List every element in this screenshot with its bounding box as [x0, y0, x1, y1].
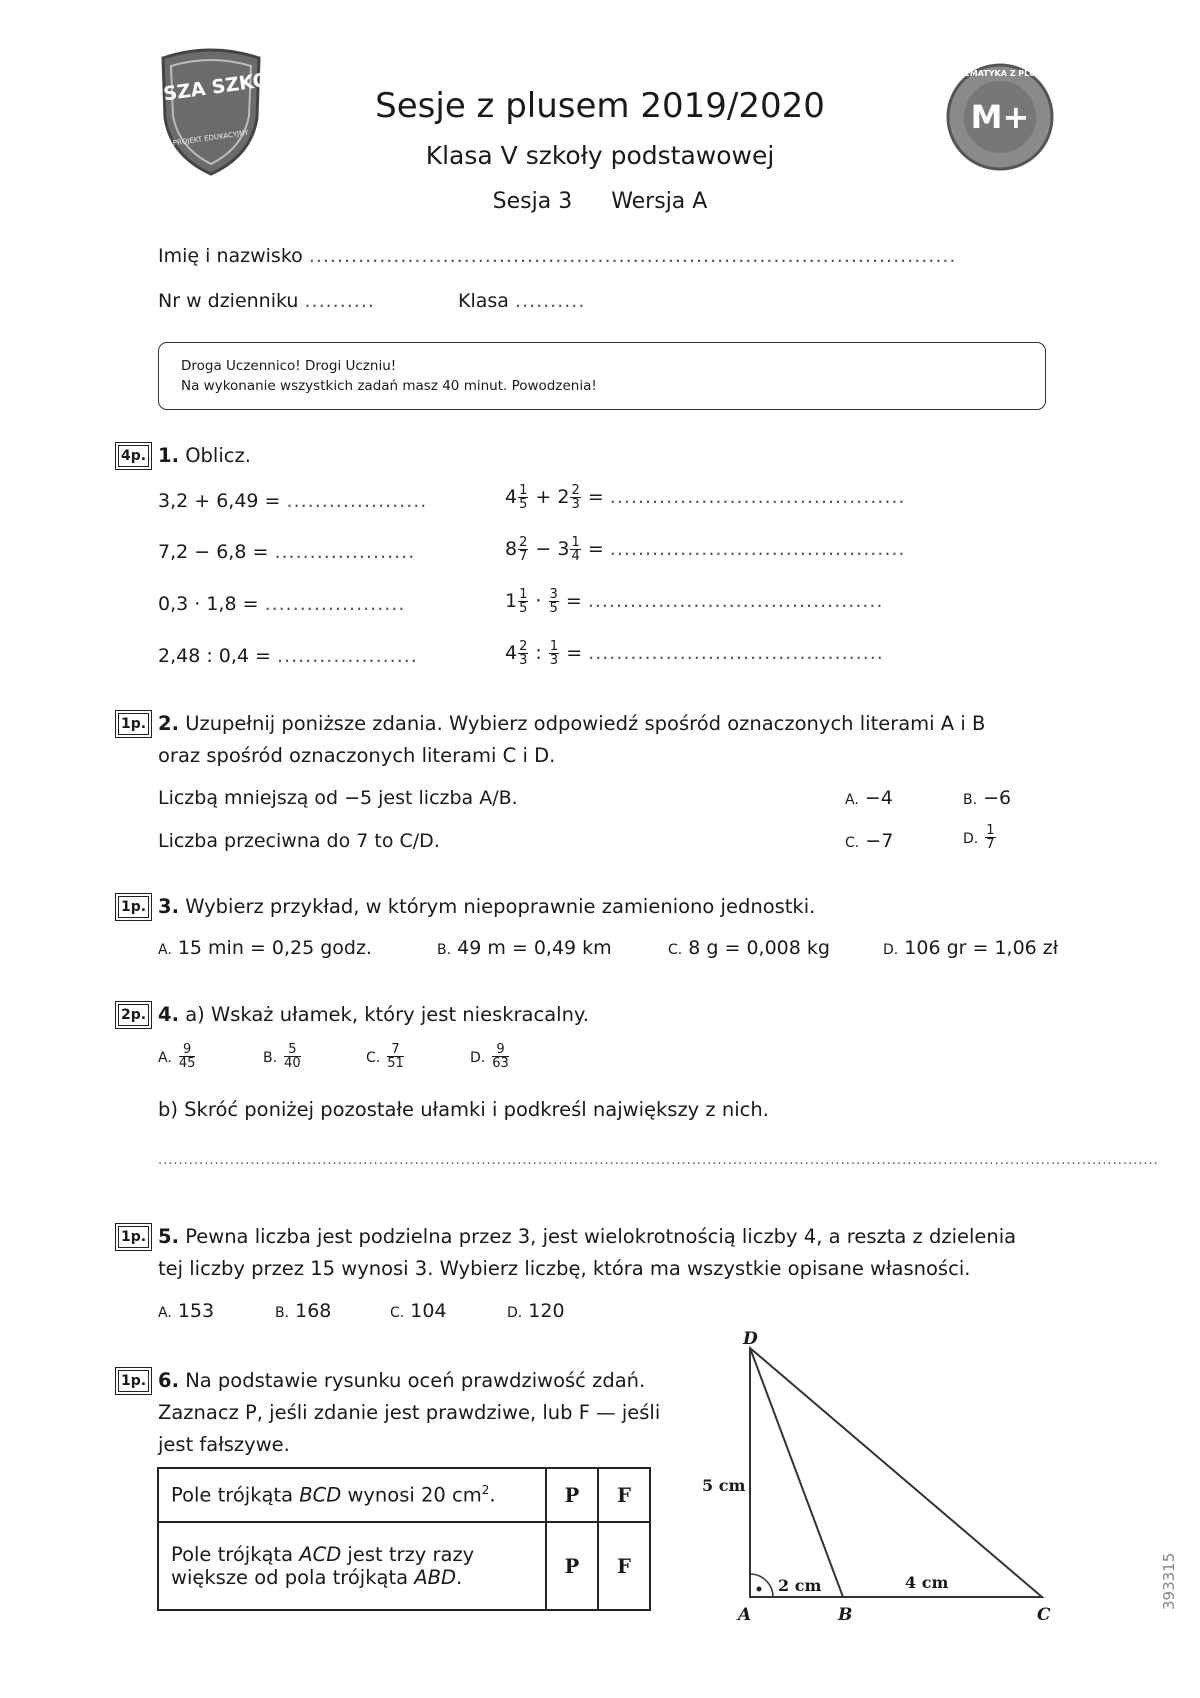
fraction: $\frac{9}{63}$ — [492, 1042, 509, 1071]
true-false-table — [157, 1467, 651, 1611]
vertex-c-label: C — [1037, 1605, 1051, 1625]
page-subtitle: Klasa V szkoły podstawowej — [425, 141, 775, 170]
number-dots[interactable]: .......... — [304, 290, 375, 312]
side-ab-label: 2 cm — [778, 1576, 822, 1595]
fraction: $\frac{7}{51}$ — [387, 1042, 404, 1071]
task2-sentence-1: Liczbą mniejszą od −5 jest liczba A/B. — [158, 787, 518, 809]
task1-right-4: 4 $\frac{2}{3}$ : $\frac{1}{3}$ = .......................................... — [505, 639, 884, 668]
number-field[interactable] — [158, 290, 375, 312]
task1-left-answer-2[interactable]: .................... — [274, 541, 416, 563]
task1-right-answer-4[interactable]: .......................................... — [588, 642, 884, 664]
task1-left-answer-4[interactable]: .................... — [277, 645, 418, 667]
task4-option-c[interactable]: C. $\frac{7}{51}$ — [366, 1042, 404, 1071]
task4-number: 4. — [158, 1003, 179, 1026]
task4-option-d[interactable]: D. $\frac{9}{63}$ — [470, 1042, 509, 1071]
task4-text-b: b) Skróć poniżej pozostałe ułamki i podkreśl największy z nich. — [158, 1098, 769, 1121]
task2-points-badge: 1p. — [118, 713, 149, 735]
fraction: $\frac{1}{7}$ — [986, 823, 995, 852]
right-angle-mark — [750, 1574, 773, 1597]
side-bc-label: 4 cm — [905, 1573, 949, 1592]
task1-right-2: 8 $\frac{2}{7}$ − 3 $\frac{1}{4}$ = .......................................... — [505, 535, 906, 564]
task1-right-answer-2[interactable]: .......................................... — [609, 538, 906, 560]
vertex-b-label: B — [838, 1605, 853, 1625]
task5-option-b[interactable]: B. 168 — [275, 1300, 332, 1322]
fraction: $\frac{2}{7}$ — [519, 535, 528, 564]
task6-text-1: Na podstawie rysunku oceń prawdziwość zdań. — [185, 1369, 646, 1392]
task5-heading — [158, 1221, 1058, 1285]
task5-text-2: tej liczby przez 15 wynosi 3. Wybierz liczbę, która ma wszystkie opisane własności. — [158, 1257, 971, 1280]
task2-option-c[interactable]: C. −7 — [845, 830, 894, 852]
task2-text-2: oraz spośród oznaczonych literami C i D. — [158, 744, 556, 767]
fraction: $\frac{1}{5}$ — [519, 587, 528, 616]
logo-left-text: LEPSZA SZKOŁA — [123, 65, 297, 111]
task1-left-answer-3[interactable]: .................... — [264, 593, 406, 615]
task2-number: 2. — [158, 712, 179, 735]
document-code: 393315 — [1160, 1552, 1178, 1610]
task2-option-a[interactable]: A. −4 — [845, 787, 893, 809]
task3-option-a[interactable]: A. 15 min = 0,25 godz. — [158, 937, 372, 959]
task1-number: 1. — [158, 444, 179, 467]
statement-2-false-option[interactable]: F — [598, 1522, 650, 1610]
page-title: Sesje z plusem 2019/2020 — [375, 86, 825, 126]
task1-heading — [158, 440, 251, 472]
class-dots[interactable]: .......... — [514, 290, 586, 312]
task6-number: 6. — [158, 1369, 179, 1392]
task4-option-a[interactable]: A. $\frac{9}{45}$ — [158, 1042, 196, 1071]
name-label: Imię i nazwisko — [158, 245, 303, 267]
task5-text-1: Pewna liczba jest podzielna przez 3, jest wielokrotnością liczby 4, a reszta z dzielenia — [185, 1225, 1017, 1248]
task4-points-badge: 2p. — [118, 1004, 149, 1026]
statement-2: Pole trójkąta ACD jest trzy razy większe od pola trójkąta ABD. — [158, 1522, 546, 1610]
name-dots[interactable]: ............................................................................................ — [308, 245, 957, 267]
statement-1: Pole trójkąta BCD wynosi 20 $cm^2$. — [158, 1468, 546, 1522]
fraction: $\frac{2}{3}$ — [571, 483, 580, 512]
task2-heading — [158, 708, 1058, 772]
task5-points-badge: 1p. — [118, 1226, 149, 1248]
task3-points-badge: 1p. — [118, 896, 149, 918]
task1-left-2 — [158, 541, 415, 563]
task6-text-2: Zaznacz P, jeśli zdanie jest prawdziwe, lub F — jeśli — [158, 1401, 661, 1424]
task2-sentence-2: Liczba przeciwna do 7 to C/D. — [158, 830, 440, 852]
number-label: Nr w dzienniku — [158, 290, 299, 312]
task5-option-d[interactable]: D. 120 — [507, 1300, 565, 1322]
name-field[interactable] — [158, 245, 956, 267]
task6-text-3: jest fałszywe. — [158, 1433, 290, 1456]
statement-2-true-option[interactable]: P — [546, 1522, 598, 1610]
logo-left-sub: PROJEKT EDUKACYJNY — [172, 128, 250, 148]
task1-left-4 — [158, 645, 418, 667]
task1-right-1: 4 $\frac{1}{5}$ + 2 $\frac{2}{3}$ = .......................................... — [505, 483, 906, 512]
triangle-figure — [690, 1330, 1060, 1630]
task6-heading — [158, 1365, 678, 1461]
task2-option-d[interactable]: D. $\frac{1}{7}$ — [963, 823, 995, 852]
task5-number: 5. — [158, 1225, 179, 1248]
fraction: $\frac{2}{3}$ — [519, 639, 528, 668]
task1-left-1 — [158, 490, 427, 512]
session-label: Sesja 3 — [492, 189, 573, 214]
task4-option-b[interactable]: B. $\frac{5}{40}$ — [263, 1042, 301, 1071]
triangle-acd — [750, 1348, 1042, 1597]
task3-option-b[interactable]: B. 49 m = 0,49 km — [437, 937, 612, 959]
task1-left-expr-3: 0,3 · 1,8 = — [158, 593, 259, 615]
vertex-d-label: D — [743, 1329, 758, 1349]
fraction: $\frac{1}{4}$ — [571, 535, 580, 564]
task1-text: Oblicz. — [185, 444, 251, 467]
task1-left-expr-4: 2,48 : 0,4 = — [158, 645, 271, 667]
class-field[interactable] — [458, 290, 585, 312]
fraction: $\frac{1}{5}$ — [519, 483, 528, 512]
fraction: $\frac{3}{5}$ — [549, 587, 558, 616]
task1-left-answer-1[interactable]: .................... — [286, 490, 428, 512]
statement-1-false-option[interactable]: F — [598, 1468, 650, 1522]
class-label: Klasa — [458, 290, 509, 312]
task5-option-a[interactable]: A. 153 — [158, 1300, 215, 1322]
task4-answer-line[interactable]: ................................................................................................................................................................................................... — [158, 1153, 1159, 1168]
task5-option-c[interactable]: C. 104 — [390, 1300, 447, 1322]
notice-box — [158, 342, 1046, 410]
task2-option-b[interactable]: B. −6 — [963, 787, 1012, 809]
side-ad-label: 5 cm — [702, 1476, 746, 1495]
right-angle-dot — [757, 1587, 762, 1592]
statement-1-true-option[interactable]: P — [546, 1468, 598, 1522]
task1-left-expr-1: 3,2 + 6,49 = — [158, 490, 281, 512]
task1-left-expr-2: 7,2 − 6,8 = — [158, 541, 269, 563]
task3-heading — [158, 891, 815, 923]
task1-right-answer-3[interactable]: .......................................... — [587, 590, 884, 612]
task1-right-answer-1[interactable]: .......................................... — [609, 486, 906, 508]
notice-line-1: Droga Uczennico! Drogi Uczniu! — [181, 358, 397, 374]
fraction: $\frac{1}{3}$ — [549, 639, 559, 668]
table-row — [158, 1522, 650, 1610]
segment-db — [750, 1348, 843, 1597]
version-label: Wersja A — [611, 189, 708, 214]
task3-text: Wybierz przykład, w którym niepoprawnie zamieniono jednostki. — [185, 895, 816, 918]
task4-heading — [158, 999, 589, 1031]
logo-right-text: MATEMATYKA Z PLUSEM — [945, 69, 1055, 78]
session-line — [0, 189, 1200, 214]
task1-left-3 — [158, 593, 405, 615]
fraction: $\frac{5}{40}$ — [284, 1042, 301, 1071]
vertex-a-label: A — [738, 1605, 752, 1625]
fraction: $\frac{9}{45}$ — [178, 1042, 196, 1071]
task1-right-3: 1 $\frac{1}{5}$ · $\frac{3}{5}$ = .......................................... — [505, 587, 884, 616]
task1-points-badge: 4p. — [118, 445, 149, 467]
logo-right-mark: M+ — [970, 98, 1030, 136]
notice-line-2: Na wykonanie wszystkich zadań masz 40 minut. Powodzenia! — [181, 378, 597, 394]
task2-text-1: Uzupełnij poniższe zdania. Wybierz odpowiedź spośród oznaczonych literami A i B — [185, 712, 986, 735]
task3-number: 3. — [158, 895, 179, 918]
table-row — [158, 1468, 650, 1522]
task4-text-a: a) Wskaż ułamek, który jest nieskracalny. — [185, 1003, 589, 1026]
task3-option-c[interactable]: C. 8 g = 0,008 kg — [668, 937, 830, 959]
task3-option-d[interactable]: D. 106 gr = 1,06 zł — [883, 937, 1059, 959]
task6-points-badge: 1p. — [118, 1370, 149, 1392]
